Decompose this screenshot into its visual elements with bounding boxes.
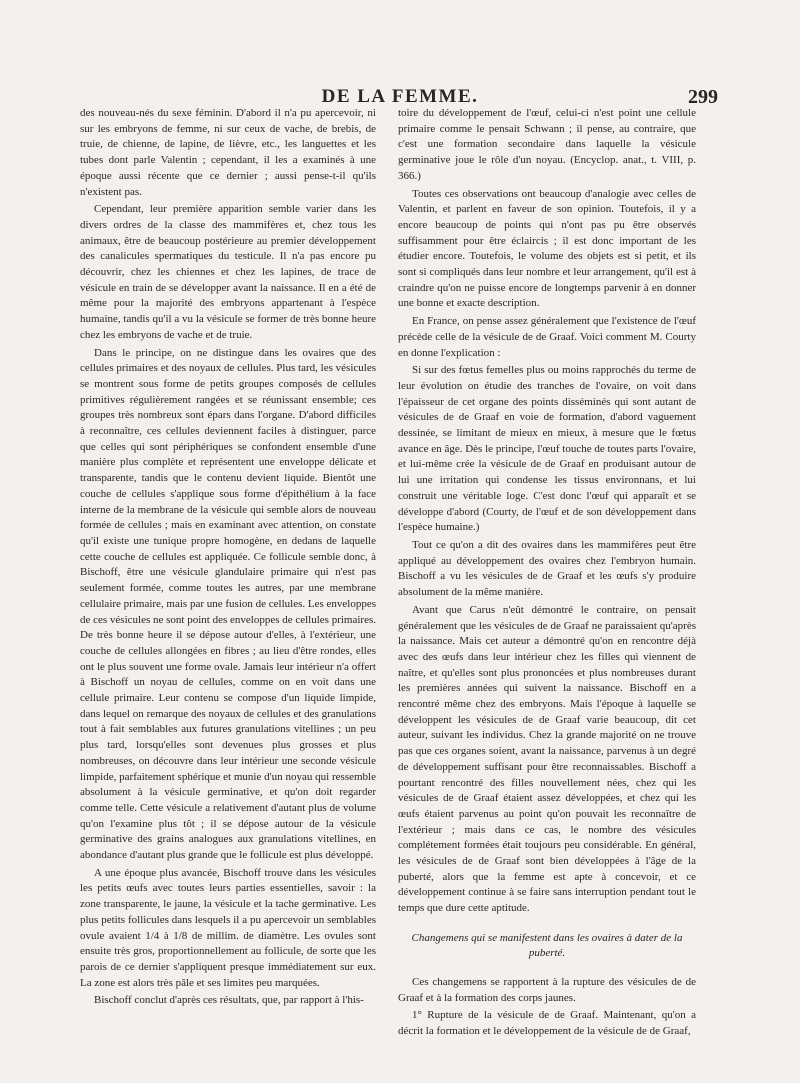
section-heading: Changemens qui se manifestent dans les ovaires à dater de la puberté. xyxy=(411,931,683,959)
paragraph: Dans le principe, on ne distingue dans les ovaires que des cellules primaires et des noyaux de cellules. Plus tard, les vésicules se montrent sous forme de petits groupes composés de cellules primitives régulièrement rangées et se réunissant ensemble; ces groupes très nombreux sont épars dans l'organe. D'abord difficiles à reconnaître, ces cellules deviennent faciles à distinguer, parce que celles qui sont périphériques se confondent ensemble d'une manière plus complète et représentent une enveloppe délicate et transparente, tandis que le contenu devient liquide. Bientôt une couche de cellules s'applique sous forme d'épithélium à la face interne de la membrane de la vésicule qui semble alors de nouveau formée de cellules ; mais en examinant avec attention, on constate qu'il existe une tunique propre homogène, en dedans de laquelle cette couche de cellules est appliquée. Ce follicule semble donc, à Bischoff, être une vésicule glandulaire primaire qui n'est pas seulement formée, comme toutes les autres, par une membrane cellulaire primaire, mais par une fusion de cellules. Les enveloppes de ces vésicules ne sont point des enveloppes de cellules primaires. De très bonne heure il se dépose autour d'elles, à l'extérieur, une couche de cellules allongées en fibres ; au lieu d'être rondes, elles ont le plus souvent une forme ovale. Jamais leur intérieur n'a offert à Bischoff un noyau de cellules, comme on en voit dans une cellule primaire. Leur contenu se compose d'un liquide limpide, dans lequel on remarque des noyaux de cellules et des granulations tout à fait semblables aux futures granulations vitellines ; un peu plus tard, lorsqu'elles sont devenues plus grosses et plus nombreuses, on découvre dans leur intérieur une seconde vésicule limpide, parfaitement sphérique et munie d'un noyau qui ressemble absolument à la vésicule germinative, et qu'on doit regarder comme telle. Cette vésicule a relativement d'autant plus de volume qu'on l'examine plus tôt ; il se dépose autour de la vésicule germinative des grains analogues aux granulations vitellines, en abondance d'autant plus grande que le follicule est plus développé. xyxy=(80,346,376,862)
paragraph: Si sur des fœtus femelles plus ou moins rapprochés du terme de leur évolution on étudie des tranches de l'ovaire, on voit dans l'épaisseur de cet organe des points disséminés qui sont autant de vésicules de de Graaf en voie de formation, d'abord vaguement dessinée, se limitant de mieux en mieux, à mesure que le fœtus avance en âge. Dès le principe, l'œuf touche de toutes parts l'ovaire, et lui-même crée la vésicule de de Graaf en produisant autour de lui une irritation qui condense les tissus environnans, et lui construit une véritable loge. C'est donc l'œuf qui apparaît et se développe d'abord (Courty, de l'œuf et de son développement dans l'espèce humaine.) xyxy=(398,364,696,534)
paragraph: Cependant, leur première apparition semble varier dans les divers ordres de la classe des mammifères et, chez tous les animaux, être de beaucoup postérieure au premier développement des canalicules spermatiques du testicule. Il n'a pas encore pu découvrir, chez les chiennes et chez les lapines, de trace de vésicule en train de se développer avant la naissance. Il en a été de même pour la majorité des embryons appartenant à l'espèce humaine, tandis qu'il a vu la vésicule se former de très bonne heure chez les embryons de vache et de truie. xyxy=(80,203,376,341)
paragraph: Avant que Carus n'eût démontré le contraire, on pensait généralement que les vésicules de de Graaf ne paraissaient qu'après la naissance. Mais cet auteur a démontré qu'on en rencontre déjà avec des œufs dans leur intérieur chez les filles qui viennent de naître, et qu'elles sont plus prononcées et plus nombreuses durant les premières années qui suivent la naissance. Bischoff en a rencontré même chez des embryons. Mais l'époque à laquelle se développent les vésicules de de Graaf varie beaucoup, dit cet auteur, suivant les individus. Chez la grande majorité on ne trouve pas que ces organes soient, avant la naissance, parvenus à un degré de développement suffisant pour être reconnaissables. Bischoff a pourtant rencontré des filles nouvellement nées, chez qui les vésicules de de Graaf étaient assez développées, et chez qui les œufs étaient parvenus au point qu'on pouvait les reconnaître de l'extérieur ; mais dans ce cas, le nombre des vésicules complétement formées était toujours peu considérable. En général, les vésicules de de Graaf sont bien développées à l'âge de la puberté, alors que la femme est apte à concevoir, et ce développement continue à se faire sans interruption pendant tout le temps que dure cette aptitude. xyxy=(398,603,696,915)
paragraph: Toutes ces observations ont beaucoup d'analogie avec celles de Valentin, et parlent en faveur de son opinion. Toutefois, il y a encore beaucoup de points qui n'ont pas pu être observés suffisamment pour être éclaircis ; il est donc important de les étudier encore. Toutefois, le volume des objets est si petit, et ils sont si compliqués dans leur nombre et leur arrangement, qu'il est à craindre qu'on ne puisse encore de longtemps parvenir à en donner une bonne et exacte description. xyxy=(398,187,696,310)
paragraph: A une époque plus avancée, Bischoff trouve dans les vésicules les petits œufs avec toutes leurs parties essentielles, savoir : la zone transparente, le jaune, la vésicule et la tache germinative. Les plus petits follicules dans lesquels il a pu apercevoir un semblables ovule avaient 1/4 à 1/8 de millim. de diamètre. Les ovules sont ensuite très gros, proportionnellement au follicule, de sorte que les parois de ce dernier s'appliquent presque immédiatement sur eux. La zone est alors très pâle et ses limites peu marquées. xyxy=(80,866,376,989)
page-number: 299 xyxy=(688,86,718,108)
right-column xyxy=(398,106,696,1042)
paragraph: toire du développement de l'œuf, celui-ci n'est point une cellule primaire comme le pensait Schwann ; il pense, au contraire, que c'est une formation secondaire dans laquelle la vésicule germinative joue le rôle d'un noyau. (Encyclop. anat., t. VIII, p. 366.) xyxy=(398,107,696,182)
paragraph: des nouveau-nés du sexe féminin. D'abord il n'a pu apercevoir, ni sur les embryons de femme, ni sur ceux de vache, de brebis, de truie, de chienne, de lapine, de lièvre, etc., les languettes et les tubes dont parle Valentin ; cependant, il les a examinés à une époque aussi récente que ce dernier ; aussi pense-t-il qu'ils n'existent pas. xyxy=(80,107,376,198)
left-column xyxy=(80,106,376,1011)
paragraph: Bischoff conclut d'après ces résultats, que, par rapport à l'his- xyxy=(94,994,364,1007)
paragraph: Tout ce qu'on a dit des ovaires dans les mammifères peut être appliqué au développement des ovaires chez l'embryon humain. Bischoff a vu les vésicules de de Graaf et les œufs s'y produire absolument de la même manière. xyxy=(398,538,696,599)
running-title: DE LA FEMME. xyxy=(321,86,479,107)
paragraph: Ces changemens se rapportent à la rupture des vésicules de de Graaf et à la formation des corps jaunes. xyxy=(398,975,696,1004)
paragraph: En France, on pense assez généralement que l'existence de l'œuf précède celle de la vésicule de de Graaf. Voici comment M. Courty en donne l'explication : xyxy=(398,315,696,359)
paragraph: 1° Rupture de la vésicule de de Graaf. Maintenant, qu'on a décrit la formation et le développement de la vésicule de de Graaf, xyxy=(398,1009,696,1037)
